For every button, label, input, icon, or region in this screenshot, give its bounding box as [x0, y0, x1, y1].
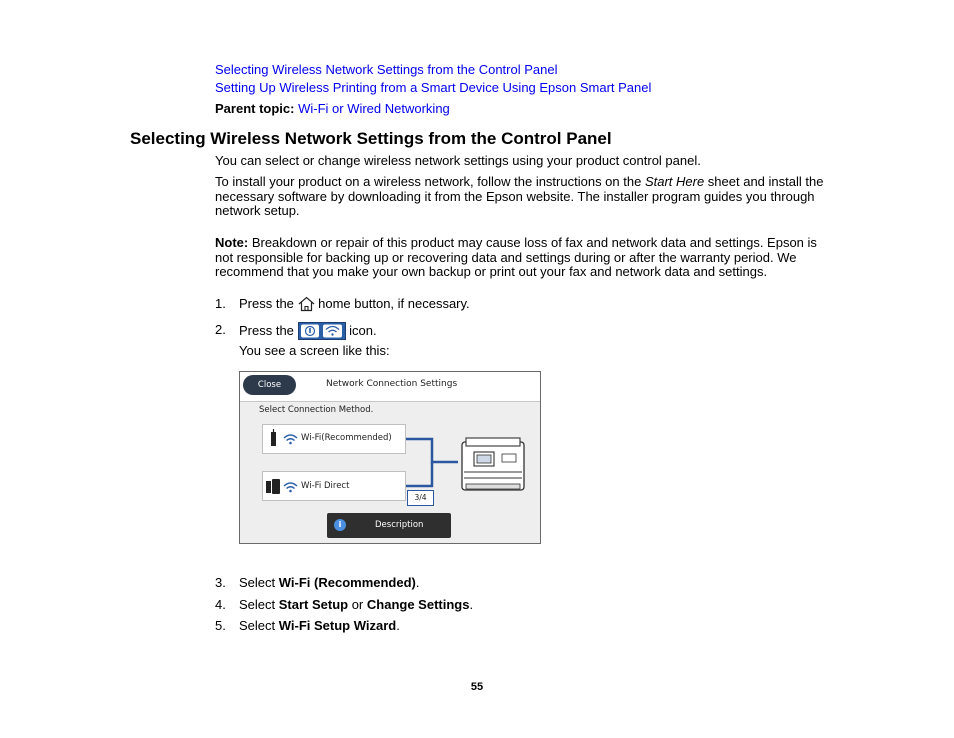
screen-title: Network Connection Settings [326, 379, 458, 389]
step-1 [239, 296, 470, 315]
home-icon [298, 296, 315, 315]
note-label: Note: [215, 235, 249, 250]
step-4-post: . [469, 597, 474, 612]
wifi-direct-label: Wi-Fi Direct [301, 481, 350, 491]
step-5 [239, 618, 400, 633]
step-2-number: 2. [215, 322, 226, 337]
step-2-post: icon. [345, 323, 377, 338]
step-4 [239, 597, 473, 612]
step-5-number: 5. [215, 618, 226, 633]
step-1-post: home button, if necessary. [314, 296, 470, 311]
select-method-label: Select Connection Method. [259, 405, 374, 415]
install-text-post: sheet and install the necessary software by downloading it from the Epson website. The installer program guides you through network setup. [215, 174, 824, 218]
install-text-pre: To install your product on a wireless network, follow the instructions on the [215, 174, 645, 189]
step-5-post: . [396, 618, 400, 633]
step-3-number: 3. [215, 575, 226, 590]
wifi-direct-option[interactable] [262, 471, 406, 501]
step-1-pre: Press the [239, 296, 298, 311]
install-paragraph [215, 175, 830, 219]
info-icon: i [334, 519, 346, 531]
connection-lines [404, 439, 458, 486]
step-1-number: 1. [215, 296, 226, 311]
step-4-number: 4. [215, 597, 226, 612]
step-4-pre: Select [239, 597, 279, 612]
parent-topic-label: Parent topic: [215, 101, 295, 116]
step-3-post: . [415, 575, 420, 590]
note-paragraph [215, 236, 830, 280]
step-2 [239, 322, 377, 343]
note-text: Breakdown or repair of this product may cause loss of fax and network data and settings. Epson is not responsible for backing up or recovering data and settings during or after the warranty period. We recommend that you make your own backup or print out your fax and network data and settings. [215, 235, 817, 279]
section-heading: Selecting Wireless Network Settings from the Control Panel [130, 129, 612, 148]
wifi-recommended-label: Wi-Fi(Recommended) [301, 433, 392, 443]
printer-icon [462, 438, 524, 490]
step-4-mid: or [348, 597, 367, 612]
close-button[interactable]: Close [243, 375, 296, 395]
step-5-pre: Select [239, 618, 279, 633]
step-4-bold-1: Start Setup [278, 597, 349, 612]
router-wifi-icon [270, 429, 304, 449]
step-4-bold-2: Change Settings [366, 597, 470, 612]
intro-paragraph: You can select or change wireless network settings using your product control panel. [215, 153, 701, 168]
step-3 [239, 575, 419, 590]
step-2-pre: Press the [239, 323, 298, 338]
link-smart-panel[interactable]: Setting Up Wireless Printing from a Smart Device Using Epson Smart Panel [215, 80, 652, 95]
page-indicator: 3/4 [407, 490, 434, 506]
step-3-pre: Select [239, 575, 279, 590]
step-2-subtext: You see a screen like this: [239, 343, 390, 358]
network-status-icon [298, 322, 346, 343]
device-wifi-icon [265, 477, 303, 497]
install-text-italic: Start Here [644, 174, 705, 189]
step-3-bold: Wi-Fi (Recommended) [278, 575, 416, 590]
parent-topic [215, 101, 450, 116]
step-5-bold: Wi-Fi Setup Wizard [278, 618, 397, 633]
page-number: 55 [470, 681, 484, 693]
description-button[interactable] [327, 513, 451, 538]
link-selecting-wireless[interactable]: Selecting Wireless Network Settings from the Control Panel [215, 62, 558, 77]
link-wifi-or-wired[interactable]: Wi-Fi or Wired Networking [298, 101, 450, 116]
description-label: Description [375, 520, 424, 530]
wifi-recommended-option[interactable] [262, 424, 406, 454]
control-panel-screen [239, 371, 541, 544]
